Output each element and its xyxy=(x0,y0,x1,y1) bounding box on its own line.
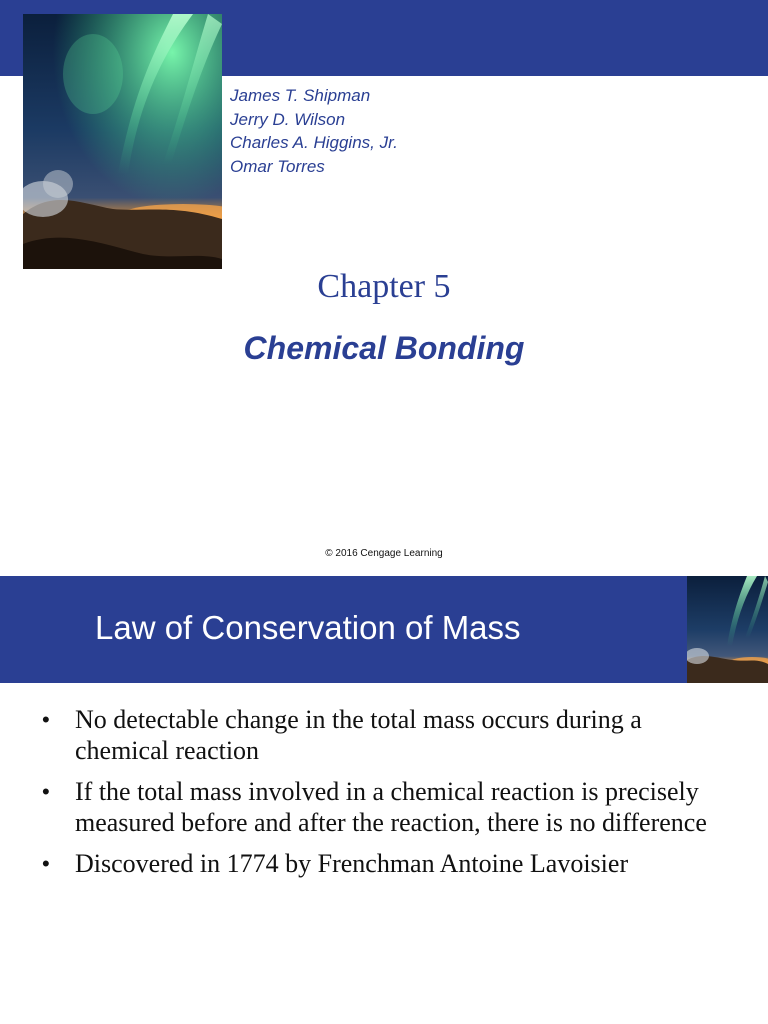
bullet-item xyxy=(40,776,740,838)
chapter-subtitle: Chemical Bonding xyxy=(243,330,525,366)
author-name: Jerry D. Wilson xyxy=(230,109,346,129)
aurora-thumbnail-image xyxy=(687,576,768,683)
aurora-cover-image xyxy=(23,14,222,269)
bullet-item xyxy=(40,848,740,879)
bullet-text: Discovered in 1774 by Frenchman Antoine Lavoisier xyxy=(75,849,629,878)
bullet-text: If the total mass involved in a chemical reaction is precisely measured before and after the reaction, there is no difference xyxy=(75,777,707,837)
author-name: Omar Torres xyxy=(230,156,325,176)
chapter-title: Chapter 5 xyxy=(317,268,451,305)
bullet-item xyxy=(40,704,740,766)
bullet-dot-icon: • xyxy=(42,707,50,732)
bullet-text: No detectable change in the total mass occurs during a chemical reaction xyxy=(75,705,642,765)
content-slide xyxy=(0,576,768,1024)
author-name: Charles A. Higgins, Jr. xyxy=(230,133,398,152)
bullet-dot-icon: • xyxy=(42,779,50,804)
slide-title: Law of Conservation of Mass xyxy=(95,609,521,646)
author-name: James T. Shipman xyxy=(230,86,371,105)
bullet-dot-icon: • xyxy=(42,851,50,876)
author-list xyxy=(230,84,398,178)
bullet-list xyxy=(40,704,740,889)
copyright-notice: © 2016 Cengage Learning xyxy=(325,548,443,559)
